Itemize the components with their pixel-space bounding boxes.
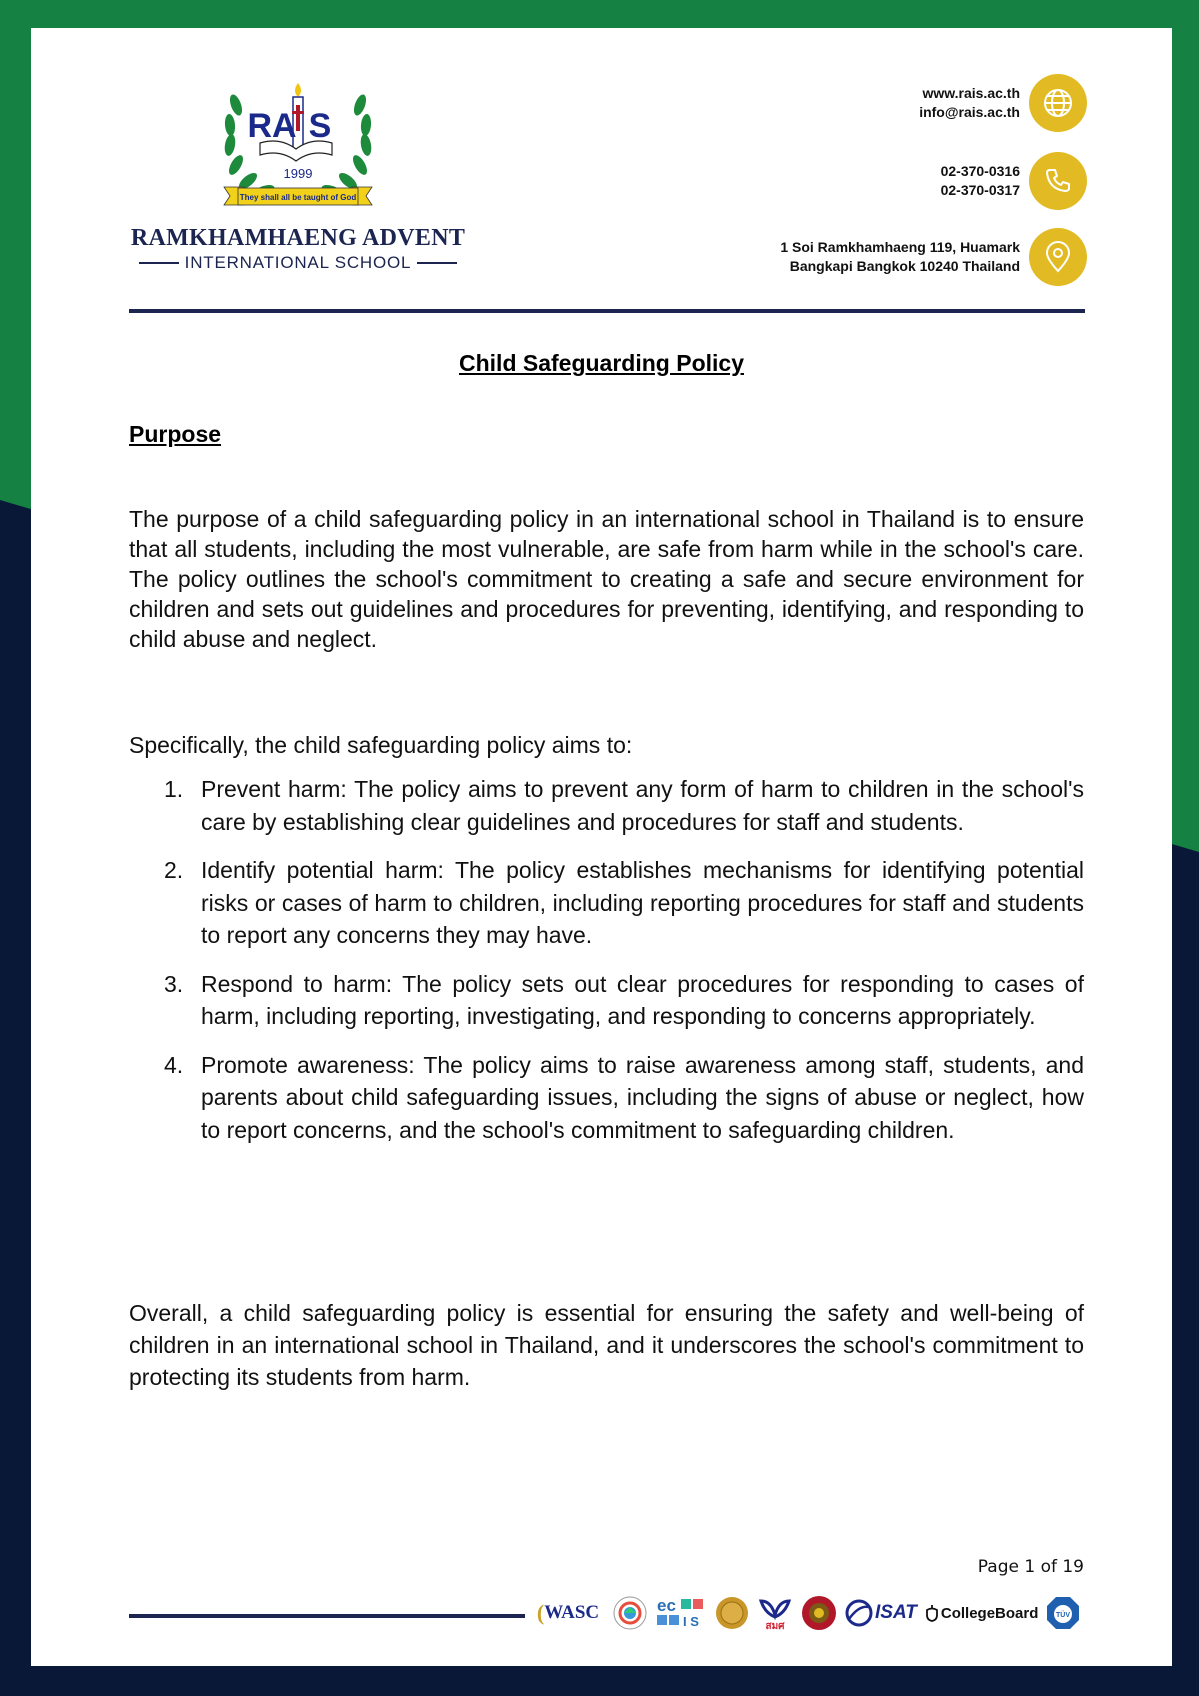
list-text: Respond to harm: The policy sets out clear procedures for responding to cases of harm, including reporting, investigating, and responding to concerns appropriately. xyxy=(201,970,1084,1029)
school-subtitle-row xyxy=(130,253,466,273)
website-link[interactable]: www.rais.ac.th xyxy=(922,85,1020,101)
list-item xyxy=(129,773,1084,838)
isat-logo-icon: ISAT xyxy=(845,1599,917,1627)
phone-number[interactable]: 02-370-0317 xyxy=(940,182,1020,198)
header-divider xyxy=(129,309,1085,313)
list-item xyxy=(129,854,1084,952)
logo-year: 1999 xyxy=(283,166,313,181)
section-heading-purpose: Purpose xyxy=(129,421,222,447)
school-logo xyxy=(130,75,466,275)
contact-web xyxy=(919,84,1020,122)
footer-divider xyxy=(129,1614,525,1618)
list-item xyxy=(129,968,1084,1033)
location-pin-icon xyxy=(1029,228,1087,286)
conclusion-paragraph: Overall, a child safeguarding policy is essential for ensuring the safety and well-being of children in an international school in Thailand, and it underscores the school's commitment to protecting its students from harm. xyxy=(129,1300,1084,1390)
logo-acronym-right: S xyxy=(308,107,332,145)
school-name: RAMKHAMHAENG ADVENT xyxy=(130,225,466,251)
tuv-logo-icon xyxy=(1046,1596,1080,1630)
round-square-logo-icon xyxy=(613,1596,647,1630)
svg-text:TÜV: TÜV xyxy=(1056,1612,1071,1619)
accreditation-logos xyxy=(531,1590,1088,1636)
address-line: Bangkapi Bangkok 10240 Thailand xyxy=(789,258,1020,274)
royal-seal-logo-icon xyxy=(801,1595,837,1631)
list-item xyxy=(129,1049,1084,1147)
aims-list xyxy=(129,773,1084,1162)
wasc-logo-icon: ( WASC xyxy=(536,1600,600,1625)
list-text: Identify potential harm: The policy establishes mechanisms for identifying potential risks or cases of harm to children, including reporting procedures for staff and students to report any concerns they may have. xyxy=(201,857,1084,948)
divider xyxy=(139,262,179,264)
list-number: 3. xyxy=(164,970,184,997)
address-line: 1 Soi Ramkhamhaeng 119, Huamark xyxy=(780,239,1020,255)
collegeboard-logo-icon: CollegeBoard xyxy=(925,1604,1039,1622)
ecis-logo-icon xyxy=(655,1596,707,1630)
list-text: Prevent harm: The policy aims to prevent any form of harm to children in the school's care by establishing clear guidelines and procedures for staff and students. xyxy=(201,776,1084,835)
contact-address xyxy=(780,238,1020,276)
svg-text:I S: I S xyxy=(683,1614,699,1629)
list-number: 4. xyxy=(164,1051,184,1078)
email-link[interactable]: info@rais.ac.th xyxy=(919,104,1020,120)
school-crest-icon xyxy=(214,75,382,215)
page-number: Page 1 of 19 xyxy=(977,1557,1084,1577)
gold-seal-logo-icon xyxy=(715,1596,749,1630)
list-number: 1. xyxy=(164,776,184,802)
logo-acronym-left: RA xyxy=(247,107,297,145)
onesqa-logo-icon xyxy=(757,1595,793,1631)
logo-motto: They shall all be taught of God xyxy=(239,193,357,202)
school-subtitle: INTERNATIONAL SCHOOL xyxy=(184,253,412,272)
purpose-paragraph: The purpose of a child safeguarding policy in an international school in Thailand is to ensure that all students, including the most vulnerable, are safe from harm while in the school's care. The policy outlines the school's commitment to creating a safe and secure environment for children and sets out guidelines and procedures for preventing, identifying, and responding to child abuse and neglect. xyxy=(129,506,1084,652)
list-text: Promote awareness: The policy aims to raise awareness among staff, students, and parents about child safeguarding issues, including the signs of abuse or neglect, how to report concerns, and the school's commitment to safeguarding children. xyxy=(201,1051,1084,1143)
phone-icon xyxy=(1029,152,1087,210)
document-title: Child Safeguarding Policy xyxy=(459,350,744,376)
svg-text:สมศ: สมศ xyxy=(765,1621,785,1631)
svg-text:ec: ec xyxy=(657,1596,676,1615)
divider xyxy=(417,262,457,264)
globe-icon xyxy=(1029,74,1087,132)
document-page xyxy=(31,28,1172,1666)
phone-number[interactable]: 02-370-0316 xyxy=(940,163,1020,179)
list-intro: Specifically, the child safeguarding policy aims to: xyxy=(129,732,633,758)
list-number: 2. xyxy=(164,857,184,883)
contact-phone xyxy=(941,162,1020,200)
